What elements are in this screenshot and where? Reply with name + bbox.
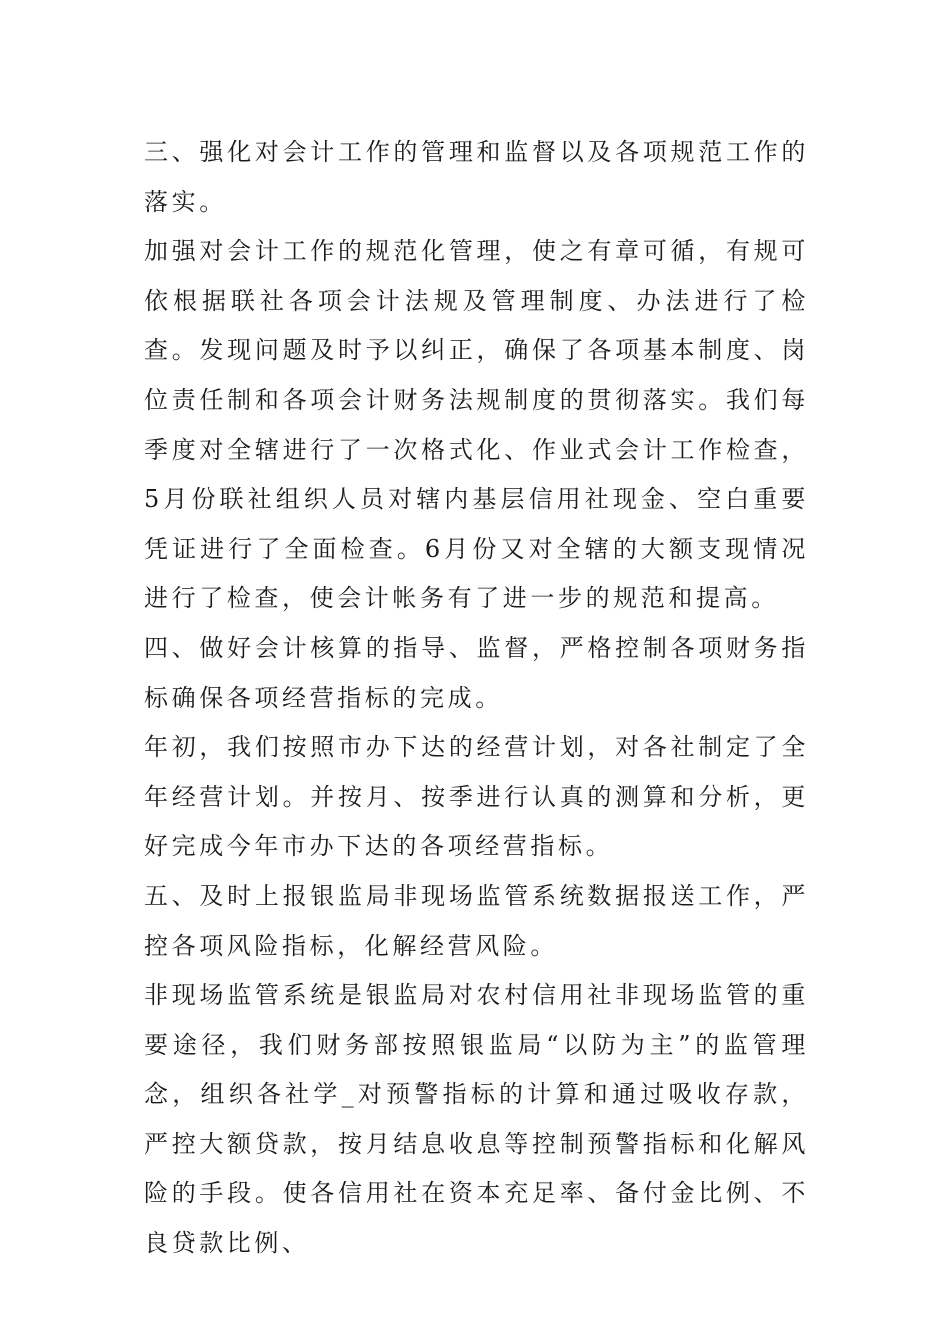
section-heading-4: 四、做好会计核算的指导、监督，严格控制各项财务指标确保各项经营指标的完成。 <box>144 633 809 712</box>
paragraph-accounting-management: 加强对会计工作的规范化管理，使之有章可循，有规可依根据联社各项会计法规及管理制度、办法进行了检查。发现问题及时予以纠正，确保了各项基本制度、岗位责任制和各项会计财务法规制度的贯彻落实。我们每季度对全辖进行了一次格式化、作业式会计工作检查，5月份联社组织人员对辖内基层信用社现金、空白重要凭证进行了全面检查。6月份又对全辖的大额支现情况进行了检查，使会计帐务有了进一步的规范和提高。 <box>144 237 809 613</box>
paragraph-business-plan: 年初，我们按照市办下达的经营计划，对各社制定了全年经营计划。并按月、按季进行认真的测算和分析，更好完成今年市办下达的各项经营指标。 <box>144 733 809 861</box>
section-heading-3: 三、强化对会计工作的管理和监督以及各项规范工作的落实。 <box>144 138 809 216</box>
section-heading-5: 五、及时上报银监局非现场监管系统数据报送工作，严控各项风险指标，化解经营风险。 <box>144 881 809 960</box>
body-text <box>144 128 809 1269</box>
paragraph-offsite-supervision: 非现场监管系统是银监局对农村信用社非现场监管的重要途径，我们财务部按照银监局“以防为主”的监管理念，组织各社学_对预警指标的计算和通过吸收存款，严控大额贷款，按月结息收息等控制预警指标和化解风险的手段。使各信用社在资本充足率、备付金比例、不良贷款比例、 <box>144 981 809 1258</box>
